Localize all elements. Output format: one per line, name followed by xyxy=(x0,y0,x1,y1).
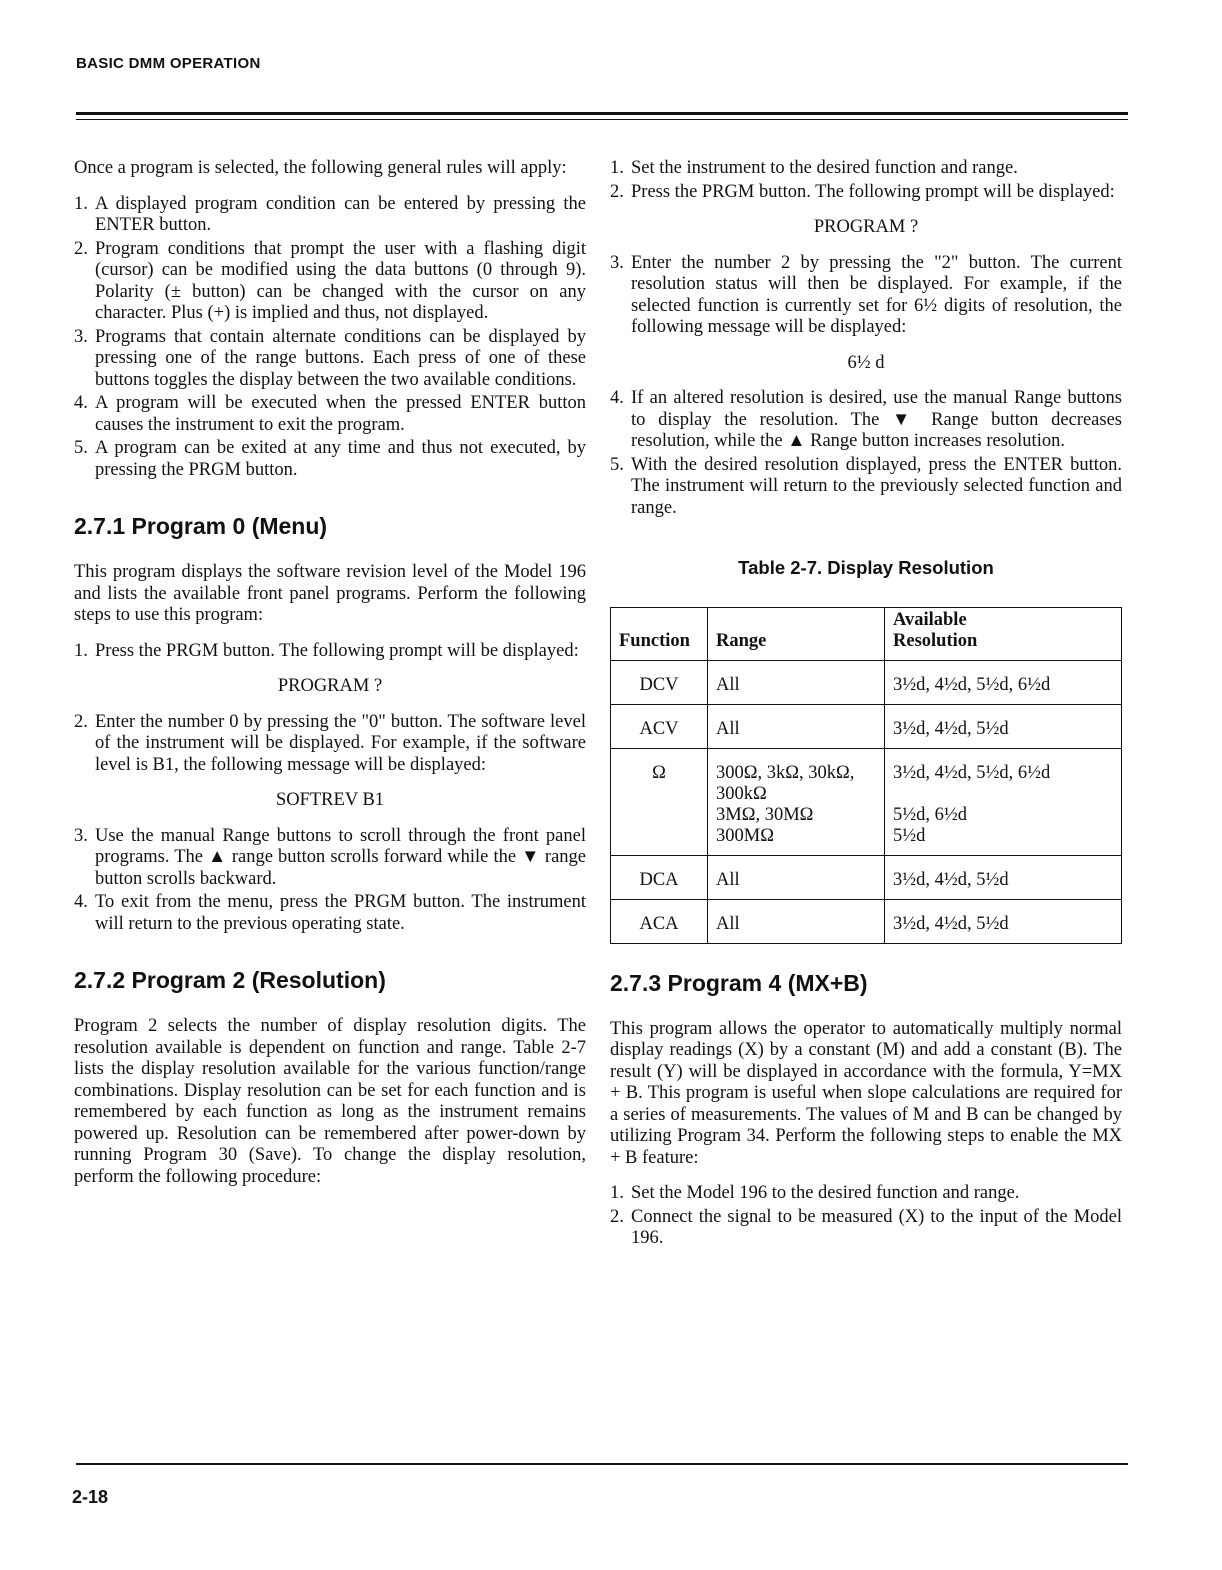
item-number: 3. xyxy=(610,252,624,273)
item-number: 4. xyxy=(74,892,88,912)
display-message: 6½ d xyxy=(847,352,885,373)
item-number: 3. xyxy=(74,326,88,347)
header-rule-thin xyxy=(76,119,1128,120)
list-item xyxy=(74,826,586,891)
rules-intro: Once a program is selected, the following general rules will apply: xyxy=(74,158,567,178)
item-number: 2. xyxy=(74,711,88,732)
program-0-steps-end xyxy=(74,826,586,936)
item-number: 4. xyxy=(610,388,624,408)
page-number: 2-18 xyxy=(72,1487,109,1507)
item-text: Enter the number 0 by pressing the "0" button. The software level of the instrument will be displayed. For example, if the software level is B1, the following message will be displayed: xyxy=(95,711,586,775)
cell-resolution: 3½d, 4½d, 5½d xyxy=(885,855,1122,899)
cell-function: DCV xyxy=(611,660,708,704)
item-text: To exit from the menu, press the PRGM button. The instrument will return to the previous operating state. xyxy=(95,892,586,934)
section-heading-program-4: 2.7.3 Program 4 (MX+B) xyxy=(610,969,868,996)
item-number: 2. xyxy=(610,1206,624,1227)
header-rule xyxy=(76,112,1128,115)
header-resolution: Available Resolution xyxy=(885,607,1122,660)
cell-function: Ω xyxy=(611,748,708,855)
item-text: Set the instrument to the desired function and range. xyxy=(631,158,1018,178)
list-item xyxy=(74,393,586,436)
list-item xyxy=(610,182,1122,204)
item-text: Enter the number 2 by pressing the "2" button. The current resolution status will then be displayed. For example, if the selected function is currently set for 6½ digits of resolution, the following message will be displayed: xyxy=(631,252,1122,337)
item-text: A displayed program condition can be entered by pressing the ENTER button. xyxy=(95,193,586,235)
list-item xyxy=(74,239,586,325)
list-item xyxy=(610,455,1122,520)
item-number: 1. xyxy=(610,1183,624,1203)
item-text: Press the PRGM button. The following prompt will be displayed: xyxy=(631,181,1115,202)
item-number: 1. xyxy=(74,193,88,214)
cell-range: All xyxy=(708,899,885,943)
right-column xyxy=(610,158,1122,1264)
display-resolution-table xyxy=(610,607,1122,944)
program-2-body: Program 2 selects the number of display resolution digits. The resolution available is dependent on function and range. Table 2-7 lists the display resolution available for the various function/range combinations. Display resolution can be set for each function and is remembered by each function as long as the instrument remains powered up. Resolution can be remembered after power-down by running Program 30 (Save). To change the display resolution, perform the following procedure: xyxy=(74,1016,586,1187)
item-text: Programs that contain alternate conditions can be displayed by pressing one of the range buttons. Each press of one of these buttons toggles the display between the two available conditions. xyxy=(95,326,586,390)
list-item xyxy=(74,327,586,392)
left-column xyxy=(74,158,586,1202)
cell-resolution: 3½d, 4½d, 5½d, 6½d 5½d, 6½d 5½d xyxy=(885,748,1122,855)
list-item xyxy=(74,194,586,237)
display-prompt: PROGRAM ? xyxy=(277,676,383,696)
list-item xyxy=(610,253,1122,339)
cell-function: ACV xyxy=(611,704,708,748)
table-row xyxy=(611,660,1122,704)
item-number: 1. xyxy=(74,640,88,661)
table-row xyxy=(611,855,1122,899)
cell-range: All xyxy=(708,855,885,899)
list-item xyxy=(74,641,586,663)
cell-function: ACA xyxy=(611,899,708,943)
list-item xyxy=(74,712,586,777)
resolution-steps-end xyxy=(610,388,1122,519)
item-text: Use the manual Range buttons to scroll through the front panel programs. The ▲ range button scrolls forward while the ▼ range button scrolls backward. xyxy=(95,825,586,889)
item-number: 3. xyxy=(74,825,88,846)
program-4-body: This program allows the operator to automatically multiply normal display readings (X) by a constant (M) and add a constant (B). The result (Y) will be displayed in accordance with the formula, Y=MX + B. This program is useful when slope calculations are required for a series of measurements. The values of M and B can be changed by utilizing Program 34. Perform the following steps to enable the MX + B feature: xyxy=(610,1018,1122,1168)
item-number: 4. xyxy=(74,393,88,413)
general-rules-list xyxy=(74,194,586,482)
header-range: Range xyxy=(708,607,885,660)
cell-range: 300Ω, 3kΩ, 30kΩ, 300kΩ 3MΩ, 30MΩ 300MΩ xyxy=(708,748,885,855)
list-item xyxy=(610,158,1122,180)
running-header: BASIC DMM OPERATION xyxy=(76,55,261,72)
item-number: 2. xyxy=(610,181,624,202)
resolution-steps-cont xyxy=(610,253,1122,339)
section-heading-program-0: 2.7.1 Program 0 (Menu) xyxy=(74,513,328,539)
table-caption: Table 2-7. Display Resolution xyxy=(738,557,994,578)
item-number: 2. xyxy=(74,238,88,259)
cell-function: DCA xyxy=(611,855,708,899)
cell-resolution: 3½d, 4½d, 5½d xyxy=(885,899,1122,943)
footer-rule xyxy=(76,1463,1128,1465)
list-item xyxy=(610,388,1122,453)
cell-resolution: 3½d, 4½d, 5½d, 6½d xyxy=(885,660,1122,704)
item-text: If an altered resolution is desired, use the manual Range buttons to display the resolution. The ▼ Range button decreases resolution, while the ▲ Range button increases resolution. xyxy=(631,388,1122,451)
resolution-steps xyxy=(610,158,1122,203)
list-item xyxy=(74,438,586,481)
table-row xyxy=(611,899,1122,943)
item-number: 5. xyxy=(74,438,88,458)
list-item xyxy=(74,892,586,935)
program-0-intro: This program displays the software revision level of the Model 196 and lists the available front panel programs. Perform the following steps to use this program: xyxy=(74,562,586,625)
item-text: Program conditions that prompt the user with a flashing digit (cursor) can be modified using the data buttons (0 through 9). Polarity (± button) can be changed with the cursor on any character. Plus (+) is implied and thus, not displayed. xyxy=(95,238,586,323)
item-number: 1. xyxy=(610,158,624,178)
cell-range: All xyxy=(708,660,885,704)
display-prompt: PROGRAM ? xyxy=(813,217,919,237)
table-row xyxy=(611,748,1122,855)
item-text: A program can be exited at any time and thus not executed, by pressing the PRGM button. xyxy=(95,438,586,480)
program-0-steps-cont xyxy=(74,712,586,777)
list-item xyxy=(610,1183,1122,1205)
table-header-row xyxy=(611,607,1122,660)
program-0-steps xyxy=(74,641,586,663)
header-function: Function xyxy=(611,607,708,660)
item-number: 5. xyxy=(610,454,624,475)
item-text: A program will be executed when the pressed ENTER button causes the instrument to exit the program. xyxy=(95,393,586,435)
item-text: With the desired resolution displayed, press the ENTER button. The instrument will return to the previously selected function and range. xyxy=(631,454,1122,518)
item-text: Connect the signal to be measured (X) to the input of the Model 196. xyxy=(631,1206,1122,1248)
display-message: SOFTREV B1 xyxy=(275,790,385,810)
section-heading-program-2: 2.7.2 Program 2 (Resolution) xyxy=(74,967,386,993)
cell-range: All xyxy=(708,704,885,748)
item-text: Press the PRGM button. The following prompt will be displayed: xyxy=(95,640,579,661)
table-row xyxy=(611,704,1122,748)
list-item xyxy=(610,1207,1122,1250)
cell-resolution: 3½d, 4½d, 5½d xyxy=(885,704,1122,748)
item-text: Set the Model 196 to the desired function and range. xyxy=(631,1183,1020,1203)
program-4-steps xyxy=(610,1183,1122,1250)
